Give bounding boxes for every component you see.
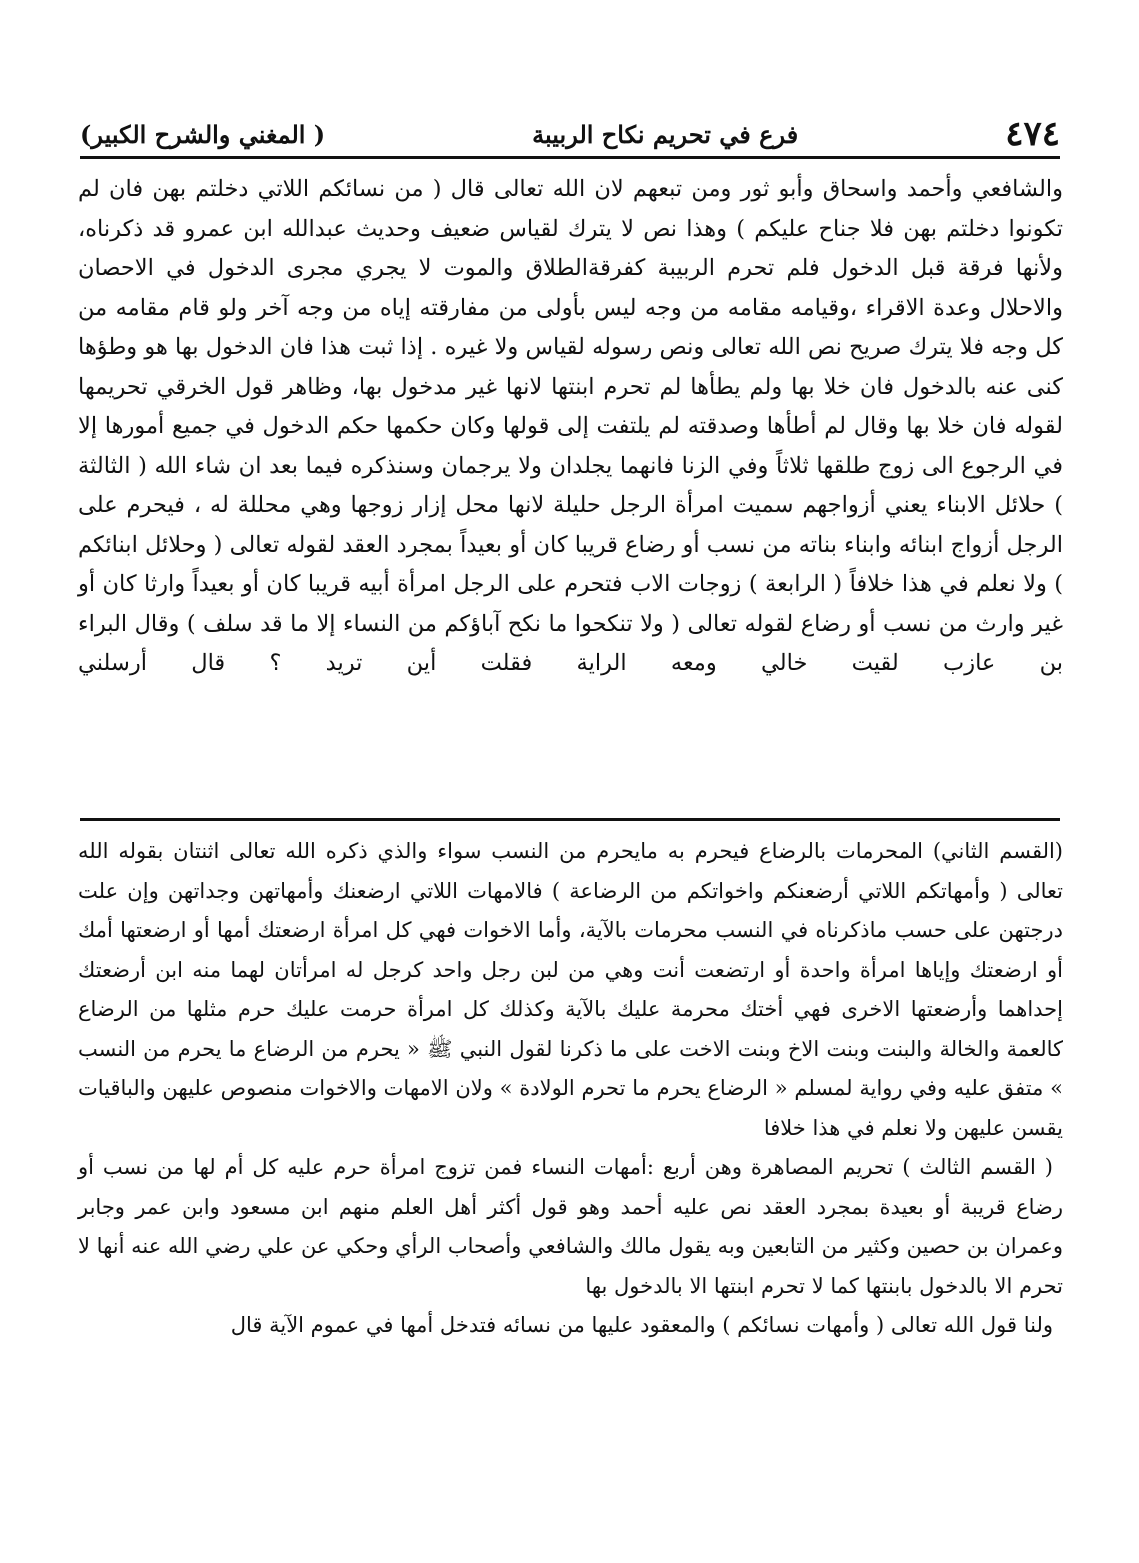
footnote-separator	[80, 818, 1060, 821]
commentary-block	[78, 832, 1063, 1452]
page-header	[80, 112, 1060, 156]
header-rule	[80, 156, 1060, 159]
page-number: ٤٧٤	[1005, 114, 1060, 154]
commentary-paragraph-1: (القسم الثاني) المحرمات بالرضاع فيحرم به مايحرم من النسب سواء والذي ذكره الله تعالى اثنتان بقوله الله تعالى ( وأمهاتكم اللاتي أرضعنكم واخواتكم من الرضاعة ) فالامهات اللاتي ارضعنك وأمهاتهن وجداتهن وإن علت درجتهن على حسب ماذكرناه في النسب محرمات بالآية، وأما الاخوات فهي كل امرأة ارضعتك أمها أو ارضعتها أمك أو ارضعتك وإياها امرأة واحدة أو ارتضعت أنت وهي من لبن رجل واحد كرجل له امرأتان لهما منه ابن أرضعتك إحداهما وأرضعتها الاخرى فهي أختك محرمة عليك بالآية وكذلك كل امرأة حرمت عليك حرم مثلها من الرضاع كالعمة والخالة والبنت وبنت الاخ وبنت الاخت على ما ذكرنا لقول النبي ﷺ « يحرم من الرضاع ما يحرم من النسب » متفق عليه وفي رواية لمسلم « الرضاع يحرم ما تحرم الولادة » ولان الامهات والاخوات منصوص عليهن والباقيات يقسن عليهن ولا نعلم في هذا خلافا	[78, 839, 1063, 1140]
commentary-paragraph-2: ( القسم الثالث ) تحريم المصاهرة وهن أربع :أمهات النساء فمن تزوج امرأة حرم عليه كل أم لها من نسب أو رضاع قريبة أو بعيدة بمجرد العقد نص عليه أحمد وهو قول أكثر أهل العلم منهم ابن مسعود وابن عمر وجابر وعمران بن حصين وكثير من التابعين وبه يقول مالك والشافعي وأصحاب الرأي وحكي عن علي رضي الله عنه أنها لا تحرم الا بالدخول بابنتها كما لا تحرم ابنتها الا بالدخول بها	[78, 1155, 1063, 1298]
book-title: ( المغني والشرح الكبير)	[80, 119, 326, 149]
main-text-block	[78, 170, 1063, 810]
main-paragraph: والشافعي وأحمد واسحاق وأبو ثور ومن تبعهم لان الله تعالى قال ( من نسائكم اللاتي دخلتم بهن فان لم تكونوا دخلتم بهن فلا جناح عليكم ) وهذا نص لا يترك لقياس ضعيف وحديث عبدالله ابن عمرو قد ذكرناه، ولأنها فرقة قبل الدخول فلم تحرم الربيبة كفرقةالطلاق والموت لا يجري مجرى الدخول في الاحصان والاحلال وعدة الاقراء ،وقيامه مقامه من وجه ليس بأولى من مفارقته إياه من وجه آخر ولو قام مقامه من كل وجه فلا يترك صريح نص الله تعالى ونص رسوله لقياس ولا غيره . إذا ثبت هذا فان الدخول بها هو وطؤها كنى عنه بالدخول فان خلا بها ولم يطأها لم تحرم ابنتها لانها غير مدخول بها، وظاهر قول الخرقي تحريمها لقوله فان خلا بها وقال لم أطأها وصدقته لم يلتفت إلى قولها وكان حكمها حكم الدخول في جميع أمورها إلا في الرجوع الى زوج طلقها ثلاثاً وفي الزنا فانهما يجلدان ولا يرجمان وسنذكره فيما بعد ان شاء الله ( الثالثة ) حلائل الابناء يعني أزواجهم سميت امرأة الرجل حليلة لانها محل إزار زوجها وهي محللة له ، فيحرم على الرجل أزواج ابنائه وابناء بناته من نسب أو رضاع قريبا كان أو بعيداً بمجرد العقد لقوله تعالى ( وحلائل ابنائكم ) ولا نعلم في هذا خلافاً ( الرابعة ) زوجات الاب فتحرم على الرجل امرأة أبيه قريبا كان أو بعيداً وارثا كان أو غير وارث من نسب أو رضاع لقوله تعالى ( ولا تنكحوا ما نكح آباؤكم من النساء إلا ما قد سلف ) وقال البراء بن عازب لقيت خالي ومعه الراية فقلت أين تريد ؟ قال أرسلني	[78, 176, 1063, 676]
commentary-paragraph-3: ولنا قول الله تعالى ( وأمهات نسائكم ) والمعقود عليها من نسائه فتدخل أمها في عموم الآية قال	[230, 1313, 1053, 1337]
section-title: فرع في تحريم نكاح الربيبة	[532, 119, 799, 149]
